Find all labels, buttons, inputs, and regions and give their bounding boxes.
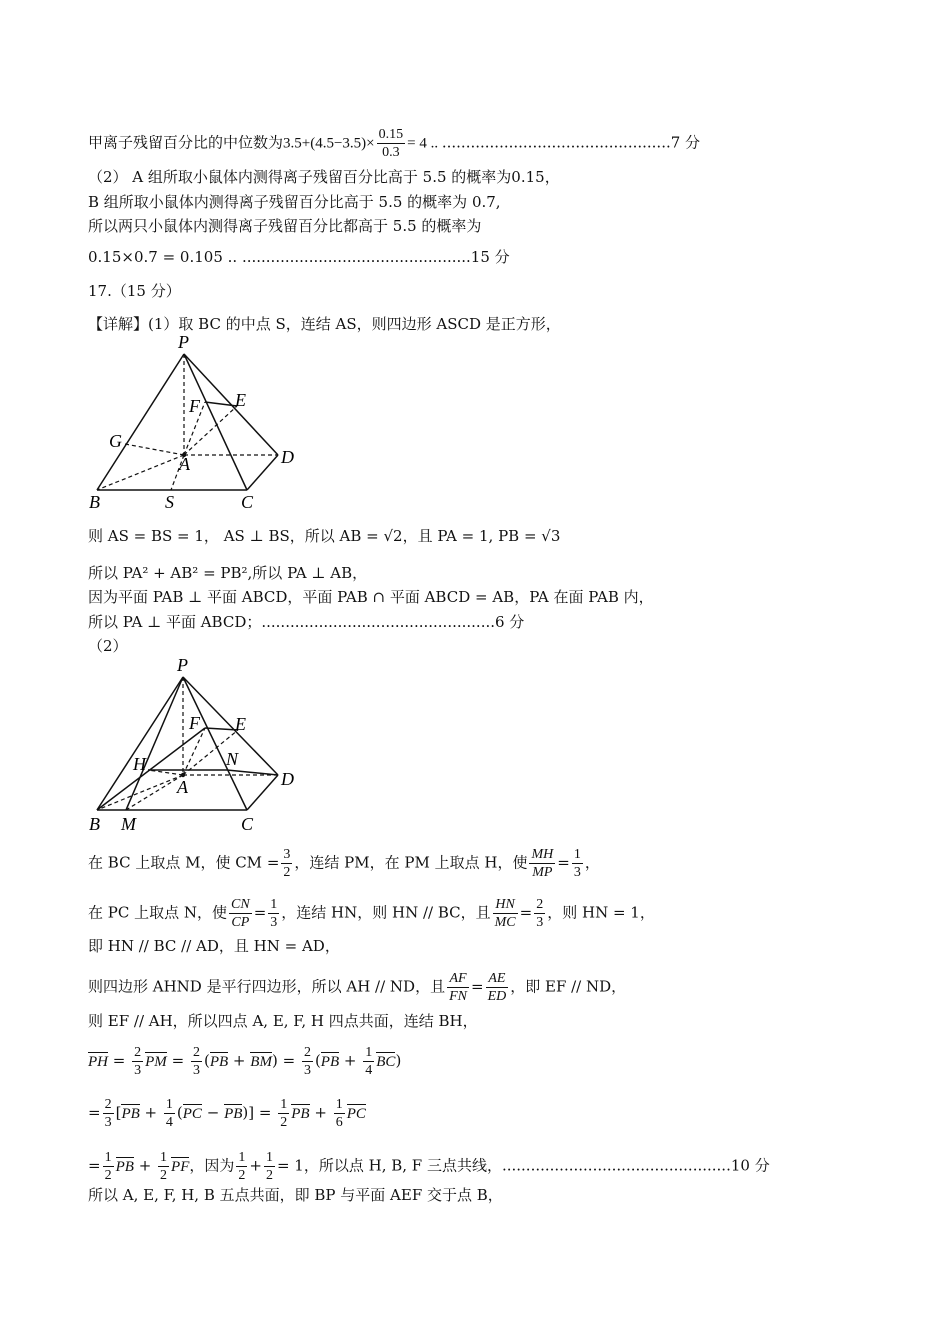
vertex-label: S xyxy=(165,492,174,512)
vertex-label: N xyxy=(226,749,239,769)
text: 甲离子残留百分比的中位数为 xyxy=(88,133,284,152)
score-mark: ................................................7 分 xyxy=(441,133,701,152)
pyramid-figure-1 xyxy=(85,332,305,516)
vertex-label: D xyxy=(281,447,294,467)
text-line: 所以 A, E, F, H, B 五点共面，即 BP 与平面 AEF 交于点 B， xyxy=(88,1186,503,1204)
text-line: （2） A 组所取小鼠体内测得离子残留百分比高于 5.5 的概率为0.15， xyxy=(88,168,560,186)
text-line: 所以两只小鼠体内测得离子残留百分比都高于 5.5 的概率为 xyxy=(88,217,482,235)
vertex-label: A xyxy=(177,777,188,797)
pyramid-figure-2 xyxy=(85,655,305,839)
vertex-label: E xyxy=(235,390,246,410)
subpart-label: （2） xyxy=(88,637,128,655)
vertex-label: A xyxy=(179,454,190,474)
vertex-label: G xyxy=(109,431,122,451)
vertex-label: D xyxy=(281,769,294,789)
text-line: 因为平面 PAB ⊥ 平面 ABCD，平面 PAB ∩ 平面 ABCD = AB，PA 在面 PAB 内， xyxy=(88,588,654,606)
vertex-label: P xyxy=(178,332,189,352)
vertex-label: C xyxy=(241,492,254,512)
vertex-label: E xyxy=(235,714,246,734)
vertex-label: H xyxy=(133,754,146,774)
formula-line: 则四边形 AHND 是平行四边形，所以 AH // ND，且 $\frac{AF}{FN}$ = $\frac{AE}{ED}$ ，即 EF // ND， xyxy=(88,971,627,1004)
formula: = 4 .. xyxy=(407,135,442,152)
text-line: 则 AS = BS = 1， AS ⊥ BS，所以 AB = √2，且 PA = 1, PB = √3 xyxy=(88,527,561,545)
median-line xyxy=(88,126,700,161)
formula-line: 在 BC 上取点 M，使 CM = $\frac{3}{2}$ ，连结 PM，在 PM 上取点 H，使 $\frac{MH}{MP}$ = $\frac{1}{3}$ ， xyxy=(88,847,600,880)
text-line: 所以 PA² + AB² = PB²,所以 PA ⊥ AB， xyxy=(88,564,368,582)
text-line: B 组所取小鼠体内测得离子残留百分比高于 5.5 的概率为 0.7, xyxy=(88,193,501,211)
text-line: 即 HN // BC // AD，且 HN = AD， xyxy=(88,937,340,955)
vertex-label: B xyxy=(89,492,100,512)
formula-line: 在 PC 上取点 N，使 $\frac{CN}{CP}$ = $\frac{1}{3}$ ，连结 HN，则 HN // BC，且 $\frac{HN}{MC}$ = $\frac{2}{3}$ ，则 HN = 1， xyxy=(88,897,655,930)
fraction: $\frac{0.15}{0.3}$ xyxy=(378,127,404,160)
vector-line: = $\frac{2}{3}$ [PB + $\frac{1}{4}$ (PC − PB)] = $\frac{1}{2}$ PB + $\frac{1}{6}$ PC xyxy=(88,1097,366,1130)
question-heading: 17.（15 分） xyxy=(88,282,181,300)
vertex-label: P xyxy=(177,655,188,675)
text-line: 0.15×0.7 = 0.105 .. ................................................15 分 xyxy=(88,248,510,266)
vector-line: = $\frac{1}{2}$ PB + $\frac{1}{2}$ PF，因为 $\frac{1}{2}$ + $\frac{1}{2}$ = 1，所以点 H, B, F 三点共线，................................................10 分 xyxy=(88,1150,770,1183)
vertex-label: C xyxy=(241,814,254,834)
text-line: 所以 PA ⊥ 平面 ABCD；.................................................6 分 xyxy=(88,613,525,631)
vertex-label: F xyxy=(189,396,200,416)
vector-line: PH = $\frac{2}{3}$ PM = $\frac{2}{3}$ (PB + BM) = $\frac{2}{3}$ (PB + $\frac{1}{4}$ BC) xyxy=(88,1045,402,1078)
vertex-label: M xyxy=(121,814,136,834)
formula: 3.5+(4.5−3.5)× xyxy=(283,135,375,152)
text-line: 【详解】(1）取 BC 的中点 S，连结 AS，则四边形 ASCD 是正方形， xyxy=(88,315,561,333)
vertex-label: B xyxy=(89,814,100,834)
text-line: 则 EF // AH，所以四点 A, E, F, H 四点共面，连结 BH， xyxy=(88,1012,478,1030)
vertex-label: F xyxy=(189,713,200,733)
